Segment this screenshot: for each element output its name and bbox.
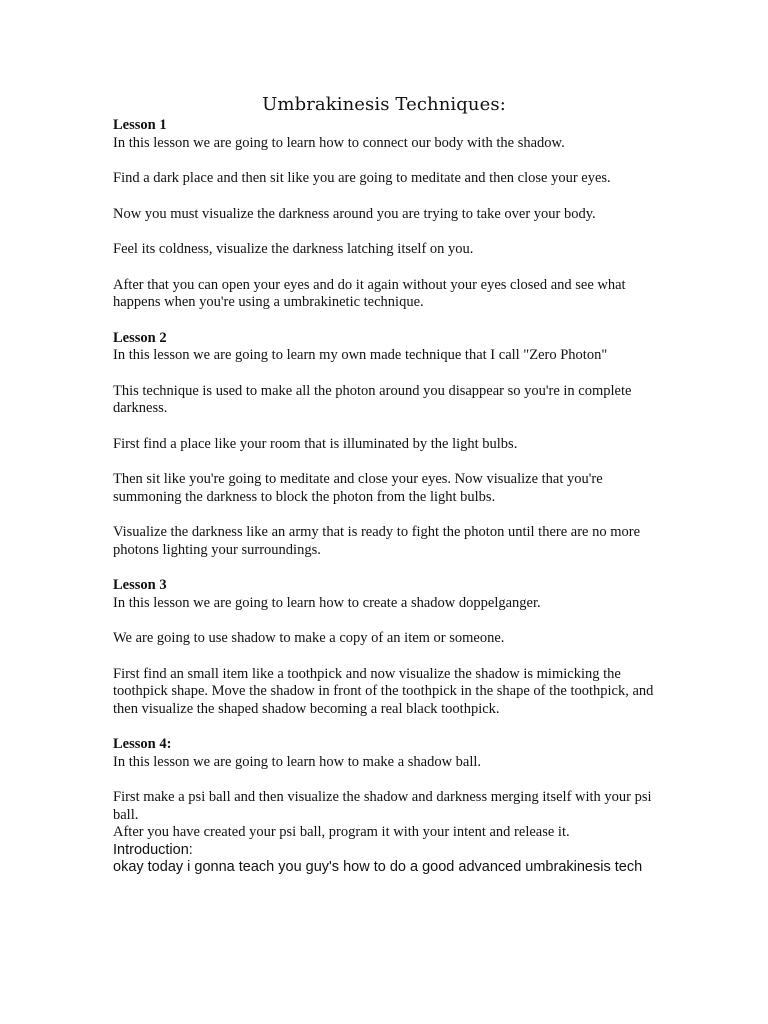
- introduction: [113, 842, 658, 877]
- paragraph: In this lesson we are going to learn how to make a shadow ball.: [113, 753, 482, 770]
- lesson-heading: Lesson 3: [113, 577, 167, 593]
- paragraph: After that you can open your eyes and do it again without your eyes closed and see what happens when you're using a umbrakinetic technique.: [113, 276, 626, 310]
- paragraph: In this lesson we are going to learn how to create a shadow doppelganger.: [113, 594, 541, 611]
- lesson-3: [113, 577, 658, 718]
- lesson-heading: Lesson 4:: [113, 736, 172, 752]
- lesson-heading: Lesson 2: [113, 329, 167, 346]
- paragraph: Then sit like you're going to meditate and close your eyes. Now visualize that you're summoning the darkness to block the photon from the light bulbs.: [113, 471, 603, 505]
- paragraph: In this lesson we are going to learn how to connect our body with the shadow.: [113, 134, 565, 151]
- introduction-heading: Introduction:: [113, 841, 193, 858]
- lesson-1: [113, 117, 658, 312]
- paragraph: First find a place like your room that is illuminated by the light bulbs.: [113, 435, 518, 452]
- introduction-text: okay today i gonna teach you guy's how to do a good advanced umbrakinesis tech: [113, 859, 643, 875]
- paragraph: After you have created your psi ball, program it with your intent and release it.: [113, 824, 570, 840]
- lesson-4: [113, 736, 658, 842]
- paragraph: We are going to use shadow to make a copy of an item or someone.: [113, 630, 505, 646]
- document-body: [113, 117, 658, 877]
- document-title: Umbrakinesis Techniques:: [262, 94, 506, 115]
- paragraph: Find a dark place and then sit like you are going to meditate and then close your eyes.: [113, 170, 611, 186]
- lesson-2: [113, 330, 658, 560]
- paragraph: Visualize the darkness like an army that is ready to fight the photon until there are no more photons lighting your surroundings.: [113, 524, 641, 558]
- paragraph: Now you must visualize the darkness around you are trying to take over your body.: [113, 205, 596, 222]
- lesson-heading: Lesson 1: [113, 117, 167, 133]
- paragraph: This technique is used to make all the photon around you disappear so you're in complete darkness.: [113, 382, 632, 416]
- paragraph: In this lesson we are going to learn my own made technique that I call "Zero Photon": [113, 347, 608, 363]
- paragraph: Feel its coldness, visualize the darkness latching itself on you.: [113, 241, 474, 257]
- paragraph: First make a psi ball and then visualize the shadow and darkness merging itself with your psi ball.: [113, 789, 652, 823]
- paragraph: First find an small item like a toothpick and now visualize the shadow is mimicking the toothpick shape. Move the shadow in front of the toothpick in the shape of the toothpick, and then visualize the shaped shadow becoming a real black toothpick.: [113, 665, 654, 717]
